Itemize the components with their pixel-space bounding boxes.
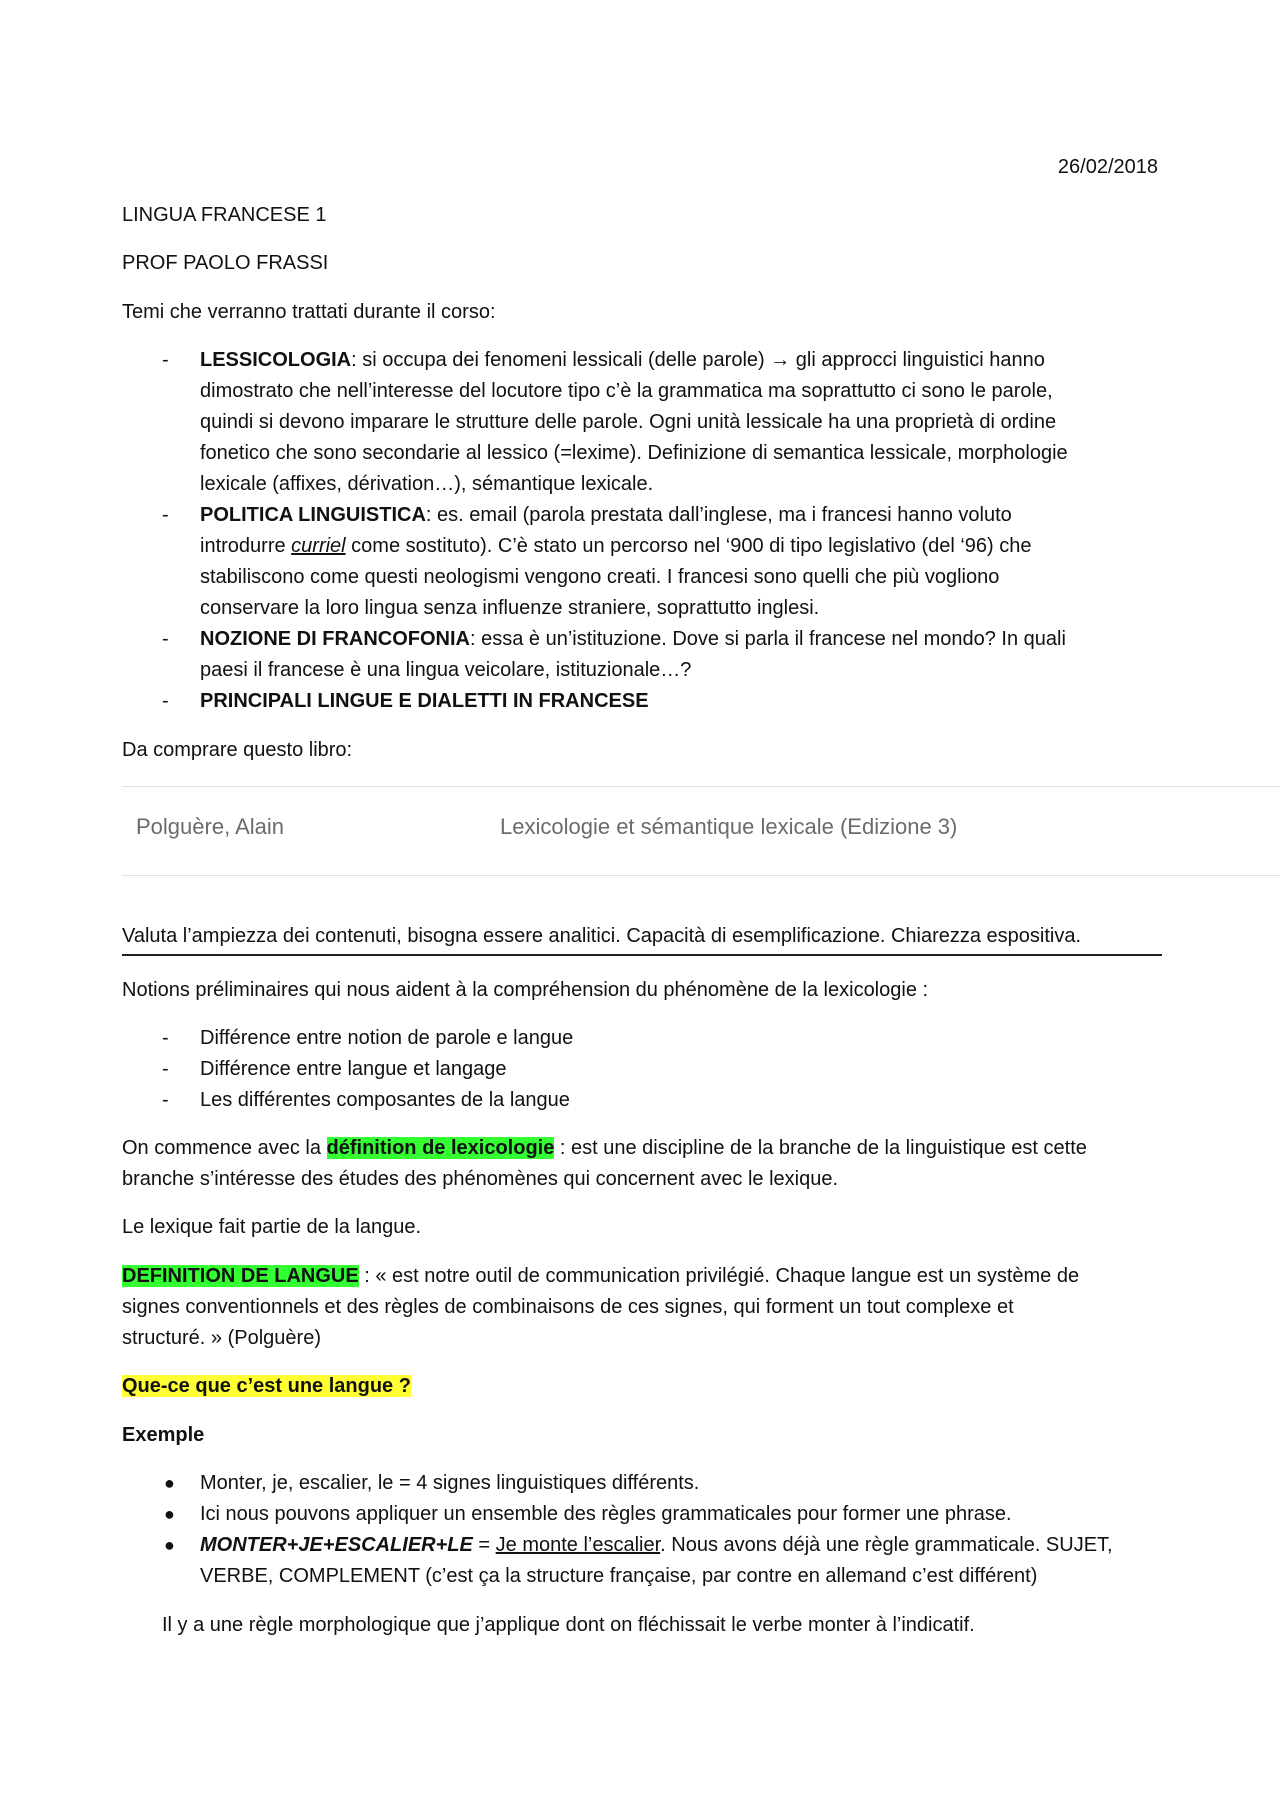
dash-marker: - <box>162 628 169 650</box>
topic-line: introdurre curriel come sostituto). C’è stato un percorso nel ‘900 di tipo legislativo (del ‘96) che <box>200 535 1032 557</box>
evaluation-note: Valuta l’ampiezza dei contenuti, bisogna essere analitici. Capacità di esemplificazione. Chiarezza espositiva. <box>122 925 1082 947</box>
example-item: MONTER+JE+ESCALIER+LE = Je monte l’escalier. Nous avons déjà une règle grammaticale. SUJET, <box>200 1534 1113 1556</box>
topic-line: quindi si devono imparare le strutture delle parole. Ogni unità lessicale ha una proprietà di ordine <box>200 411 1057 433</box>
notions-intro: Notions préliminaires qui nous aident à la compréhension du phénomène de la lexicologie : <box>122 979 929 1001</box>
bullet-dot: ● <box>164 1473 175 1493</box>
topic-lingue-dialetti: PRINCIPALI LINGUE E DIALETTI IN FRANCESE <box>200 690 649 712</box>
dash-marker: - <box>162 1058 169 1080</box>
topic-line: lexicale (affixes, dérivation…), sémantique lexicale. <box>200 473 654 495</box>
buy-intro: Da comprare questo libro: <box>122 739 353 761</box>
bullet-dot: ● <box>164 1504 175 1524</box>
langue-definition: DEFINITION DE LANGUE : « est notre outil de communication privilégié. Chaque langue est un système de <box>122 1265 1080 1287</box>
highlight-lexicologie: définition de lexicologie <box>326 1137 555 1159</box>
dash-marker: - <box>162 349 169 371</box>
topic-francofonia: NOZIONE DI FRANCOFONIA: essa è un’istituzione. Dove si parla il francese nel mondo? In quali <box>200 628 1066 650</box>
example-item: Monter, je, escalier, le = 4 signes linguistiques différents. <box>200 1472 700 1494</box>
topic-line: paesi il francese è una lingua veicolare, istituzionale…? <box>200 659 692 681</box>
lexicologie-definition-line: branche s’intéresse des études des phénomènes qui concernent avec le lexique. <box>122 1168 839 1190</box>
lexique-line: Le lexique fait partie de la langue. <box>122 1216 422 1238</box>
dash-marker: - <box>162 690 169 712</box>
topic-lessicologia: LESSICOLOGIA: si occupa dei fenomeni lessicali (delle parole) → gli approcci linguistici hanno <box>200 349 1045 371</box>
lexicologie-definition: On commence avec la définition de lexicologie : est une discipline de la branche de la linguistique est cette <box>122 1137 1087 1159</box>
book-author: Polguère, Alain <box>136 814 284 839</box>
notion-item: Différence entre langue et langage <box>200 1058 507 1080</box>
underline-rule <box>122 954 1162 956</box>
question-heading: Que-ce que c’est une langue ? <box>122 1375 411 1397</box>
book-title: Lexicologie et sémantique lexicale (Edizione 3) <box>500 814 958 839</box>
dash-marker: - <box>162 1089 169 1111</box>
date: 26/02/2018 <box>1057 156 1158 178</box>
topic-line: stabiliscono come questi neologismi vengono creati. I francesi sono quelli che più vogliono <box>200 566 1000 588</box>
course-title: LINGUA FRANCESE 1 <box>122 204 327 226</box>
dash-marker: - <box>162 504 169 526</box>
book-entry <box>122 786 1280 876</box>
langue-definition-line: structuré. » (Polguère) <box>122 1327 321 1349</box>
topic-line: dimostrato che nell’interesse del locutore tipo c’è la grammatica ma soprattutto ci sono le parole, <box>200 380 1053 402</box>
example-item-line: VERBE, COMPLEMENT (c’est ça la structure française, par contre en allemand c’est différent) <box>200 1565 1038 1587</box>
langue-definition-line: signes conventionnels et des règles de combinaisons de ces signes, qui forment un tout complexe et <box>122 1296 1014 1318</box>
closing-note: Il y a une règle morphologique que j’applique dont on fléchissait le verbe monter à l’indicatif. <box>162 1614 975 1636</box>
topic-line: fonetico che sono secondarie al lessico (=lexime). Definizione di semantica lessicale, morphologie <box>200 442 1068 464</box>
dash-marker: - <box>162 1027 169 1049</box>
example-item: Ici nous pouvons appliquer un ensemble des règles grammaticales pour former une phrase. <box>200 1503 1012 1525</box>
highlight-langue: DEFINITION DE LANGUE <box>122 1265 359 1287</box>
notion-item: Les différentes composantes de la langue <box>200 1089 570 1111</box>
topic-politica-linguistica: POLITICA LINGUISTICA: es. email (parola prestata dall’inglese, ma i francesi hanno voluto <box>200 504 1012 526</box>
topic-line: conservare la loro lingua senza influenze straniere, soprattutto inglesi. <box>200 597 820 619</box>
professor: PROF PAOLO FRASSI <box>122 252 329 274</box>
example-heading: Exemple <box>122 1424 205 1446</box>
topics-intro: Temi che verranno trattati durante il corso: <box>122 301 496 323</box>
bullet-dot: ● <box>164 1535 175 1555</box>
notion-item: Différence entre notion de parole e langue <box>200 1027 574 1049</box>
